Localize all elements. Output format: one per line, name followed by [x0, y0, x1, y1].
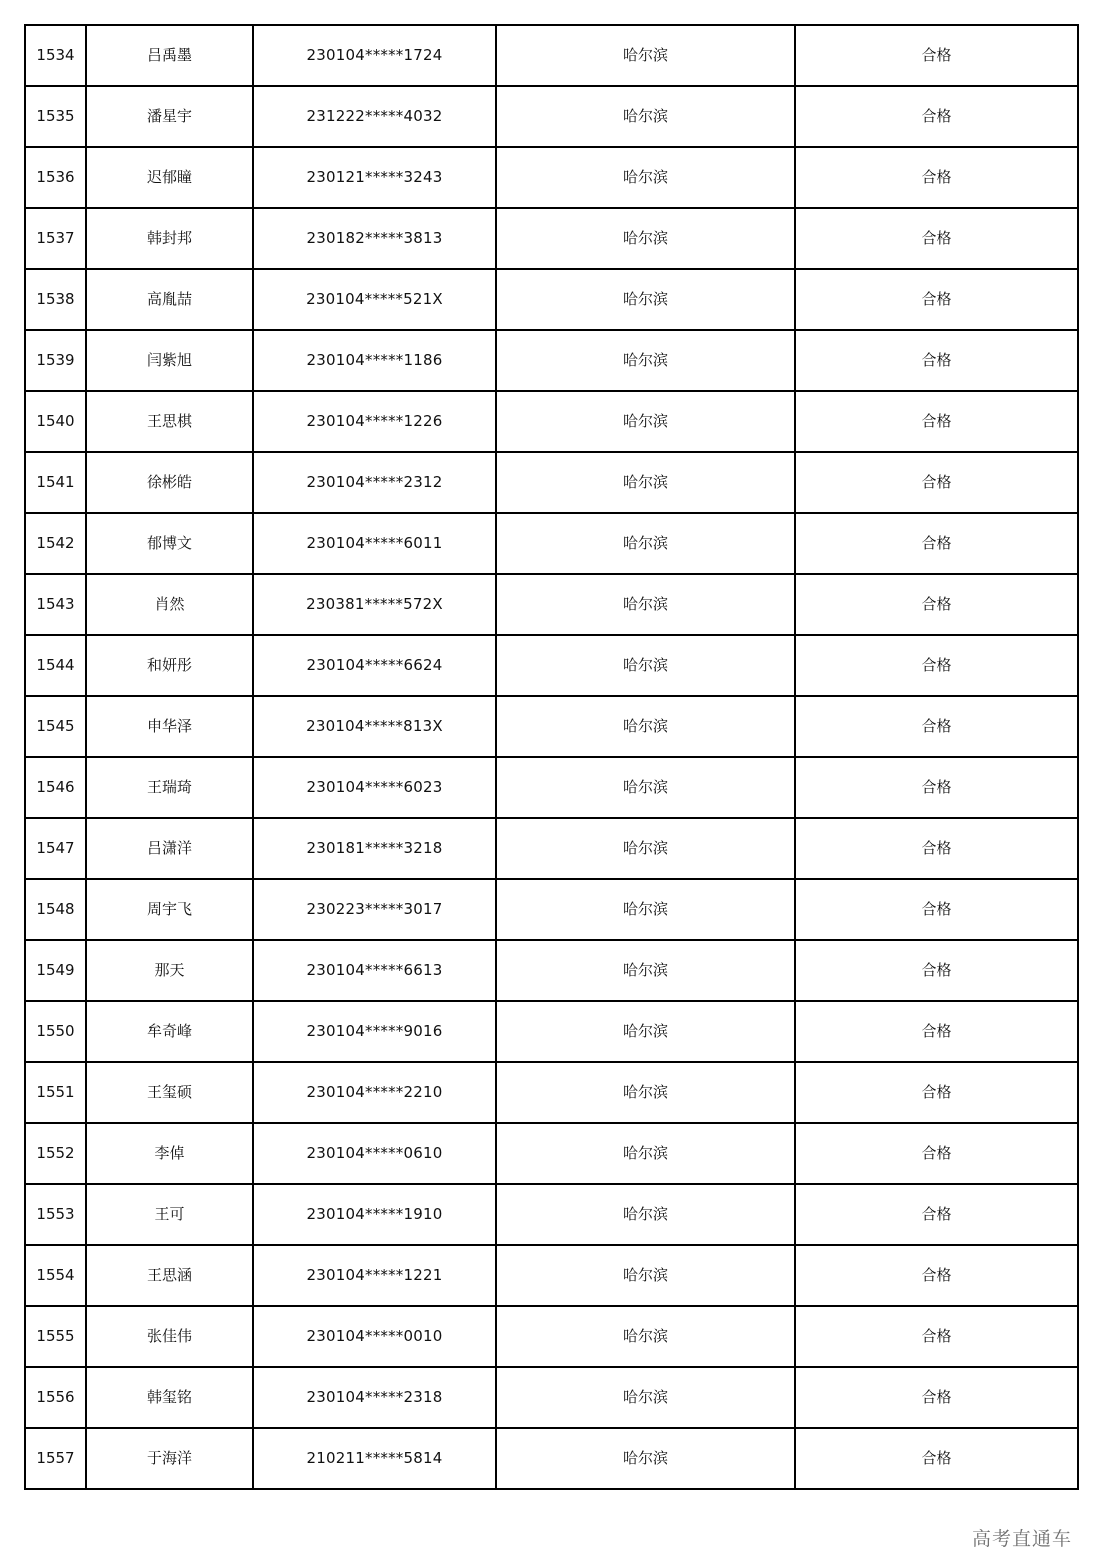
table-row [25, 86, 1078, 147]
city: 哈尔滨 [496, 452, 795, 513]
student-name: 于海洋 [86, 1428, 253, 1489]
row-number: 1557 [25, 1428, 86, 1489]
id-number: 230104*****6023 [253, 757, 496, 818]
row-number: 1548 [25, 879, 86, 940]
city: 哈尔滨 [496, 879, 795, 940]
id-number: 230182*****3813 [253, 208, 496, 269]
row-number: 1536 [25, 147, 86, 208]
result: 合格 [795, 1428, 1078, 1489]
table-row [25, 1184, 1078, 1245]
id-number: 230104*****1226 [253, 391, 496, 452]
city: 哈尔滨 [496, 1306, 795, 1367]
result: 合格 [795, 1184, 1078, 1245]
roster-table [24, 24, 1079, 1490]
city: 哈尔滨 [496, 147, 795, 208]
row-number: 1555 [25, 1306, 86, 1367]
table-row [25, 879, 1078, 940]
student-name: 张佳伟 [86, 1306, 253, 1367]
row-number: 1551 [25, 1062, 86, 1123]
result: 合格 [795, 1367, 1078, 1428]
result: 合格 [795, 696, 1078, 757]
student-name: 王思涵 [86, 1245, 253, 1306]
table-row [25, 1001, 1078, 1062]
row-number: 1546 [25, 757, 86, 818]
result: 合格 [795, 208, 1078, 269]
result: 合格 [795, 635, 1078, 696]
row-number: 1544 [25, 635, 86, 696]
student-name: 王可 [86, 1184, 253, 1245]
row-number: 1534 [25, 25, 86, 86]
result: 合格 [795, 452, 1078, 513]
student-name: 韩玺铭 [86, 1367, 253, 1428]
table-row [25, 391, 1078, 452]
row-number: 1539 [25, 330, 86, 391]
city: 哈尔滨 [496, 1062, 795, 1123]
id-number: 230104*****1910 [253, 1184, 496, 1245]
result: 合格 [795, 1245, 1078, 1306]
result: 合格 [795, 1062, 1078, 1123]
id-number: 230381*****572X [253, 574, 496, 635]
table-row [25, 635, 1078, 696]
result: 合格 [795, 757, 1078, 818]
watermark-text: 高考直通车 [971, 1528, 1072, 1550]
id-number: 231222*****4032 [253, 86, 496, 147]
table-row [25, 1123, 1078, 1184]
student-name: 王思棋 [86, 391, 253, 452]
result: 合格 [795, 147, 1078, 208]
city: 哈尔滨 [496, 1367, 795, 1428]
row-number: 1553 [25, 1184, 86, 1245]
result: 合格 [795, 574, 1078, 635]
table-row [25, 513, 1078, 574]
result: 合格 [795, 1123, 1078, 1184]
city: 哈尔滨 [496, 330, 795, 391]
table-row [25, 1367, 1078, 1428]
row-number: 1542 [25, 513, 86, 574]
student-name: 闫紫旭 [86, 330, 253, 391]
table-row [25, 1245, 1078, 1306]
id-number: 230104*****0610 [253, 1123, 496, 1184]
city: 哈尔滨 [496, 208, 795, 269]
table-row [25, 757, 1078, 818]
id-number: 230104*****1186 [253, 330, 496, 391]
table-row [25, 147, 1078, 208]
row-number: 1535 [25, 86, 86, 147]
table-row [25, 1428, 1078, 1489]
student-name: 王玺硕 [86, 1062, 253, 1123]
result: 合格 [795, 1306, 1078, 1367]
row-number: 1545 [25, 696, 86, 757]
city: 哈尔滨 [496, 1001, 795, 1062]
table-row [25, 269, 1078, 330]
student-name: 肖然 [86, 574, 253, 635]
roster-body [25, 25, 1078, 1489]
table-row [25, 208, 1078, 269]
city: 哈尔滨 [496, 25, 795, 86]
row-number: 1556 [25, 1367, 86, 1428]
result: 合格 [795, 330, 1078, 391]
student-name: 潘星宇 [86, 86, 253, 147]
city: 哈尔滨 [496, 940, 795, 1001]
id-number: 230181*****3218 [253, 818, 496, 879]
row-number: 1552 [25, 1123, 86, 1184]
id-number: 230104*****9016 [253, 1001, 496, 1062]
result: 合格 [795, 269, 1078, 330]
student-name: 牟奇峰 [86, 1001, 253, 1062]
student-name: 郁博文 [86, 513, 253, 574]
city: 哈尔滨 [496, 1123, 795, 1184]
row-number: 1538 [25, 269, 86, 330]
table-row [25, 1062, 1078, 1123]
city: 哈尔滨 [496, 1184, 795, 1245]
result: 合格 [795, 940, 1078, 1001]
student-name: 高胤喆 [86, 269, 253, 330]
student-name: 和妍彤 [86, 635, 253, 696]
city: 哈尔滨 [496, 513, 795, 574]
id-number: 230104*****1221 [253, 1245, 496, 1306]
table-row [25, 25, 1078, 86]
city: 哈尔滨 [496, 1245, 795, 1306]
city: 哈尔滨 [496, 635, 795, 696]
id-number: 230223*****3017 [253, 879, 496, 940]
result: 合格 [795, 879, 1078, 940]
city: 哈尔滨 [496, 574, 795, 635]
id-number: 210211*****5814 [253, 1428, 496, 1489]
row-number: 1541 [25, 452, 86, 513]
city: 哈尔滨 [496, 696, 795, 757]
student-name: 韩封邦 [86, 208, 253, 269]
table-row [25, 452, 1078, 513]
id-number: 230104*****1724 [253, 25, 496, 86]
id-number: 230104*****521X [253, 269, 496, 330]
id-number: 230104*****0010 [253, 1306, 496, 1367]
student-name: 李倬 [86, 1123, 253, 1184]
row-number: 1547 [25, 818, 86, 879]
id-number: 230104*****6624 [253, 635, 496, 696]
city: 哈尔滨 [496, 269, 795, 330]
row-number: 1554 [25, 1245, 86, 1306]
city: 哈尔滨 [496, 818, 795, 879]
student-name: 吕潇洋 [86, 818, 253, 879]
table-row [25, 574, 1078, 635]
student-name: 王瑞琦 [86, 757, 253, 818]
table-row [25, 330, 1078, 391]
id-number: 230121*****3243 [253, 147, 496, 208]
student-name: 迟郁瞳 [86, 147, 253, 208]
city: 哈尔滨 [496, 1428, 795, 1489]
result: 合格 [795, 86, 1078, 147]
row-number: 1549 [25, 940, 86, 1001]
id-number: 230104*****2312 [253, 452, 496, 513]
id-number: 230104*****2210 [253, 1062, 496, 1123]
city: 哈尔滨 [496, 86, 795, 147]
result: 合格 [795, 513, 1078, 574]
city: 哈尔滨 [496, 757, 795, 818]
student-name: 徐彬皓 [86, 452, 253, 513]
id-number: 230104*****2318 [253, 1367, 496, 1428]
city: 哈尔滨 [496, 391, 795, 452]
student-name: 申华泽 [86, 696, 253, 757]
result: 合格 [795, 818, 1078, 879]
table-row [25, 696, 1078, 757]
row-number: 1537 [25, 208, 86, 269]
id-number: 230104*****6613 [253, 940, 496, 1001]
student-name: 那天 [86, 940, 253, 1001]
result: 合格 [795, 25, 1078, 86]
row-number: 1543 [25, 574, 86, 635]
id-number: 230104*****813X [253, 696, 496, 757]
student-name: 吕禹墨 [86, 25, 253, 86]
row-number: 1540 [25, 391, 86, 452]
result: 合格 [795, 1001, 1078, 1062]
student-name: 周宇飞 [86, 879, 253, 940]
table-row [25, 1306, 1078, 1367]
table-row [25, 818, 1078, 879]
table-row [25, 940, 1078, 1001]
row-number: 1550 [25, 1001, 86, 1062]
result: 合格 [795, 391, 1078, 452]
id-number: 230104*****6011 [253, 513, 496, 574]
